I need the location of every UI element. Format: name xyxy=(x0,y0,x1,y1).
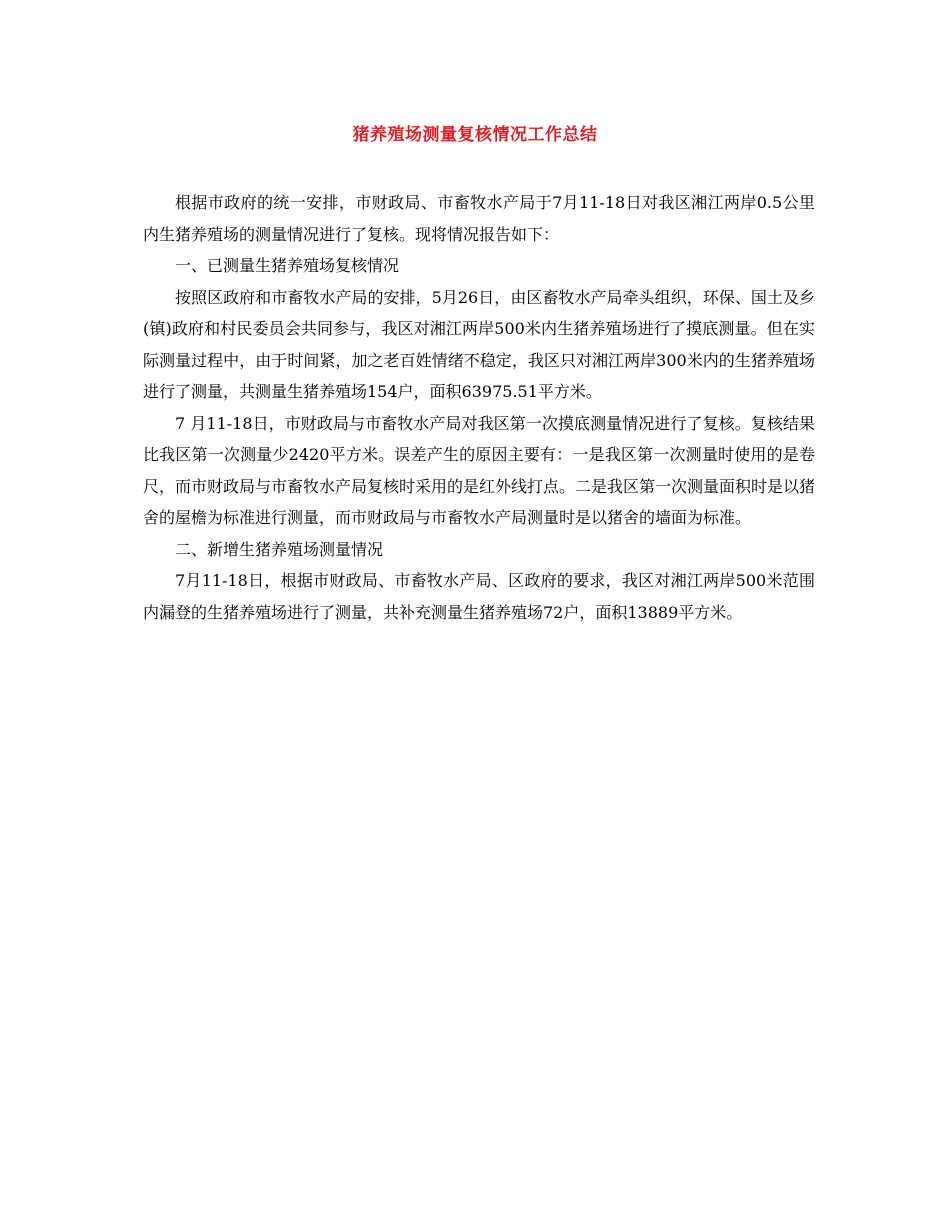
paragraph-intro: 根据市政府的统一安排，市财政局、市畜牧水产局于7月11-18日对我区湘江两岸0.5公里内生猪养殖场的测量情况进行了复核。现将情况报告如下： xyxy=(143,193,815,244)
document-title: 猪养殖场测量复核情况工作总结 xyxy=(352,125,598,145)
paragraph-review-result: 7 月11-18日，市财政局与市畜牧水产局对我区第一次摸底测量情况进行了复核。复核结果比我区第一次测量少2420平方米。误差产生的原因主要有：一是我区第一次测量时使用的是卷尺，而市财政局与市畜牧水产局复核时采用的是红外线打点。二是我区第一次测量面积时是以猪舍的屋檐为标准进行测量，而市财政局与市畜牧水产局测量时是以猪舍的墙面为标准。 xyxy=(143,413,816,527)
document-body xyxy=(143,187,815,628)
section-heading-2: 二、新增生猪养殖场测量情况 xyxy=(175,539,384,559)
paragraph-section-1: 按照区政府和市畜牧水产局的安排，5月26日，由区畜牧水产局牵头组织，环保、国土及乡(镇)政府和村民委员会共同参与，我区对湘江两岸500米内生猪养殖场进行了摸底测量。但在实际测量过程中，由于时间紧，加之老百姓情绪不稳定，我区只对湘江两岸300米内的生猪养殖场进行了测量，共测量生猪养殖场154户，面积63975.51平方米。 xyxy=(143,287,815,401)
section-heading-1: 一、已测量生猪养殖场复核情况 xyxy=(175,256,400,275)
paragraph-section-2: 7月11-18日，根据市财政局、市畜牧水产局、区政府的要求，我区对湘江两岸500米范围内漏登的生猪养殖场进行了测量，共补充测量生猪养殖场72户，面积13889平方米。 xyxy=(143,571,815,622)
